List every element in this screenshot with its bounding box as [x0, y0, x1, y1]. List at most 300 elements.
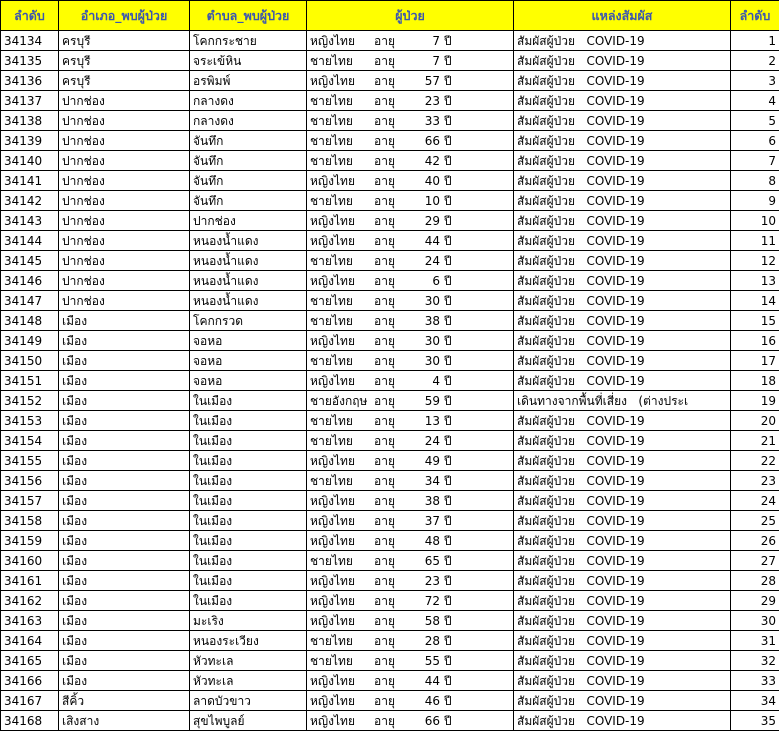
patient-sex-nationality: หญิงไทย: [310, 612, 374, 630]
sequence-cell: 33: [731, 671, 779, 691]
header-district: อำเภอ_พบผู้ป่วย: [59, 1, 190, 31]
patient-age-value: 30: [404, 332, 440, 350]
sequence-cell: 30: [731, 611, 779, 631]
patient-cell: [307, 331, 514, 351]
patient-age-unit: ปี: [444, 452, 452, 470]
subdistrict-cell: หนองน้ำแดง: [190, 291, 307, 311]
patient-cell: [307, 211, 514, 231]
district-cell: ปากช่อง: [59, 251, 190, 271]
case-number-cell: 34160: [1, 551, 59, 571]
patient-cell: [307, 71, 514, 91]
contact-source-cell: สัมผัสผู้ป่วย COVID-19: [514, 231, 731, 251]
patient-cell: [307, 411, 514, 431]
contact-source-cell: สัมผัสผู้ป่วย COVID-19: [514, 531, 731, 551]
case-number-cell: 34159: [1, 531, 59, 551]
sequence-cell: 4: [731, 91, 779, 111]
district-cell: เสิงสาง: [59, 711, 190, 731]
sequence-cell: 31: [731, 631, 779, 651]
patient-age-value: 30: [404, 292, 440, 310]
table-row: [1, 131, 779, 151]
patient-age-label: อายุ: [374, 452, 404, 470]
patient-age-label: อายุ: [374, 552, 404, 570]
sequence-cell: 25: [731, 511, 779, 531]
contact-source-cell: สัมผัสผู้ป่วย COVID-19: [514, 71, 731, 91]
table-row: [1, 271, 779, 291]
district-cell: เมือง: [59, 531, 190, 551]
contact-source-cell: สัมผัสผู้ป่วย COVID-19: [514, 591, 731, 611]
case-number-cell: 34155: [1, 451, 59, 471]
case-number-cell: 34152: [1, 391, 59, 411]
patient-sex-nationality: ชายไทย: [310, 352, 374, 370]
table-row: [1, 511, 779, 531]
patient-age-unit: ปี: [444, 392, 452, 410]
patient-age-unit: ปี: [444, 172, 452, 190]
district-cell: ปากช่อง: [59, 211, 190, 231]
patient-age-value: 66: [404, 712, 440, 730]
case-number-cell: 34150: [1, 351, 59, 371]
patient-cell: [307, 171, 514, 191]
patient-age-label: อายุ: [374, 372, 404, 390]
patient-age-label: อายุ: [374, 632, 404, 650]
patient-sex-nationality: หญิงไทย: [310, 512, 374, 530]
patient-age-unit: ปี: [444, 572, 452, 590]
patient-cell: [307, 351, 514, 371]
table-row: [1, 411, 779, 431]
patient-age-unit: ปี: [444, 592, 452, 610]
table-row: [1, 251, 779, 271]
district-cell: ปากช่อง: [59, 111, 190, 131]
district-cell: เมือง: [59, 471, 190, 491]
table-row: [1, 631, 779, 651]
patient-age-unit: ปี: [444, 132, 452, 150]
district-cell: ปากช่อง: [59, 131, 190, 151]
district-cell: เมือง: [59, 671, 190, 691]
table-row: [1, 671, 779, 691]
district-cell: เมือง: [59, 351, 190, 371]
sequence-cell: 3: [731, 71, 779, 91]
contact-source-cell: สัมผัสผู้ป่วย COVID-19: [514, 291, 731, 311]
patient-age-unit: ปี: [444, 492, 452, 510]
case-number-cell: 34168: [1, 711, 59, 731]
patient-age-value: 23: [404, 92, 440, 110]
case-number-cell: 34158: [1, 511, 59, 531]
case-number-cell: 34136: [1, 71, 59, 91]
contact-source-cell: สัมผัสผู้ป่วย COVID-19: [514, 91, 731, 111]
case-number-cell: 34162: [1, 591, 59, 611]
district-cell: ปากช่อง: [59, 291, 190, 311]
subdistrict-cell: ในเมือง: [190, 451, 307, 471]
patient-age-unit: ปี: [444, 512, 452, 530]
patient-age-unit: ปี: [444, 272, 452, 290]
sequence-cell: 22: [731, 451, 779, 471]
subdistrict-cell: โคกกรวด: [190, 311, 307, 331]
patient-cell: [307, 631, 514, 651]
sequence-cell: 6: [731, 131, 779, 151]
contact-source-cell: สัมผัสผู้ป่วย COVID-19: [514, 571, 731, 591]
sequence-cell: 11: [731, 231, 779, 251]
district-cell: ครบุรี: [59, 51, 190, 71]
patient-sex-nationality: ชายไทย: [310, 132, 374, 150]
patient-age-unit: ปี: [444, 32, 452, 50]
header-subdistrict: ตำบล_พบผู้ป่วย: [190, 1, 307, 31]
patient-age-value: 49: [404, 452, 440, 470]
patient-age-value: 58: [404, 612, 440, 630]
patient-age-label: อายุ: [374, 592, 404, 610]
contact-source-cell: สัมผัสผู้ป่วย COVID-19: [514, 331, 731, 351]
subdistrict-cell: หัวทะเล: [190, 671, 307, 691]
sequence-cell: 28: [731, 571, 779, 591]
header-patient: ผู้ป่วย: [307, 1, 514, 31]
patient-age-unit: ปี: [444, 652, 452, 670]
patient-sex-nationality: ชายไทย: [310, 292, 374, 310]
patient-sex-nationality: ชายไทย: [310, 412, 374, 430]
contact-source-cell: สัมผัสผู้ป่วย COVID-19: [514, 671, 731, 691]
sequence-cell: 10: [731, 211, 779, 231]
patient-age-unit: ปี: [444, 372, 452, 390]
district-cell: ครบุรี: [59, 71, 190, 91]
patient-age-label: อายุ: [374, 612, 404, 630]
patient-sex-nationality: หญิงไทย: [310, 272, 374, 290]
subdistrict-cell: หนองน้ำแดง: [190, 231, 307, 251]
subdistrict-cell: หัวทะเล: [190, 651, 307, 671]
district-cell: เมือง: [59, 511, 190, 531]
case-number-cell: 34139: [1, 131, 59, 151]
table-row: [1, 571, 779, 591]
patient-age-label: อายุ: [374, 532, 404, 550]
sequence-cell: 29: [731, 591, 779, 611]
patient-age-unit: ปี: [444, 292, 452, 310]
case-number-cell: 34141: [1, 171, 59, 191]
patient-age-unit: ปี: [444, 692, 452, 710]
patient-cell: [307, 671, 514, 691]
sequence-cell: 15: [731, 311, 779, 331]
patient-age-label: อายุ: [374, 72, 404, 90]
patient-age-unit: ปี: [444, 672, 452, 690]
patient-age-label: อายุ: [374, 172, 404, 190]
patient-cell: [307, 311, 514, 331]
patient-cell: [307, 231, 514, 251]
patient-age-unit: ปี: [444, 352, 452, 370]
table-row: [1, 91, 779, 111]
patient-sex-nationality: ชายไทย: [310, 312, 374, 330]
table-body: [1, 31, 779, 731]
patient-age-label: อายุ: [374, 572, 404, 590]
patient-age-unit: ปี: [444, 472, 452, 490]
subdistrict-cell: ในเมือง: [190, 431, 307, 451]
patient-age-label: อายุ: [374, 672, 404, 690]
patient-age-value: 33: [404, 112, 440, 130]
subdistrict-cell: ในเมือง: [190, 411, 307, 431]
patient-sex-nationality: หญิงไทย: [310, 32, 374, 50]
patient-age-label: อายุ: [374, 272, 404, 290]
district-cell: เมือง: [59, 391, 190, 411]
case-number-cell: 34153: [1, 411, 59, 431]
contact-source-cell: สัมผัสผู้ป่วย COVID-19: [514, 191, 731, 211]
patient-age-unit: ปี: [444, 152, 452, 170]
patient-cell: [307, 291, 514, 311]
sequence-cell: 16: [731, 331, 779, 351]
subdistrict-cell: ในเมือง: [190, 491, 307, 511]
case-number-cell: 34164: [1, 631, 59, 651]
district-cell: เมือง: [59, 551, 190, 571]
patient-age-value: 28: [404, 632, 440, 650]
patient-cell: [307, 471, 514, 491]
contact-source-cell: สัมผัสผู้ป่วย COVID-19: [514, 411, 731, 431]
patient-age-value: 38: [404, 492, 440, 510]
patient-cell: [307, 531, 514, 551]
patient-age-unit: ปี: [444, 232, 452, 250]
patient-age-value: 72: [404, 592, 440, 610]
case-number-cell: 34154: [1, 431, 59, 451]
patient-age-label: อายุ: [374, 92, 404, 110]
patient-age-label: อายุ: [374, 332, 404, 350]
patient-sex-nationality: หญิงไทย: [310, 532, 374, 550]
patient-sex-nationality: ชายไทย: [310, 632, 374, 650]
subdistrict-cell: จันทึก: [190, 171, 307, 191]
district-cell: เมือง: [59, 631, 190, 651]
patient-sex-nationality: ชายไทย: [310, 552, 374, 570]
patient-sex-nationality: ชายไทย: [310, 652, 374, 670]
patient-age-label: อายุ: [374, 252, 404, 270]
table-row: [1, 471, 779, 491]
case-number-cell: 34142: [1, 191, 59, 211]
subdistrict-cell: ในเมือง: [190, 511, 307, 531]
patient-age-unit: ปี: [444, 212, 452, 230]
contact-source-cell: สัมผัสผู้ป่วย COVID-19: [514, 431, 731, 451]
patient-age-value: 40: [404, 172, 440, 190]
patient-age-unit: ปี: [444, 192, 452, 210]
contact-source-cell: สัมผัสผู้ป่วย COVID-19: [514, 371, 731, 391]
patient-age-unit: ปี: [444, 252, 452, 270]
contact-source-cell: สัมผัสผู้ป่วย COVID-19: [514, 451, 731, 471]
table-row: [1, 451, 779, 471]
patient-age-unit: ปี: [444, 92, 452, 110]
contact-source-cell: สัมผัสผู้ป่วย COVID-19: [514, 631, 731, 651]
patient-cell: [307, 91, 514, 111]
patient-age-unit: ปี: [444, 312, 452, 330]
patient-age-value: 48: [404, 532, 440, 550]
patient-sex-nationality: หญิงไทย: [310, 72, 374, 90]
subdistrict-cell: จอหอ: [190, 331, 307, 351]
sequence-cell: 20: [731, 411, 779, 431]
contact-source-cell: สัมผัสผู้ป่วย COVID-19: [514, 51, 731, 71]
patient-sex-nationality: หญิงไทย: [310, 172, 374, 190]
district-cell: ปากช่อง: [59, 191, 190, 211]
subdistrict-cell: หนองน้ำแดง: [190, 271, 307, 291]
patient-age-label: อายุ: [374, 52, 404, 70]
patient-age-unit: ปี: [444, 332, 452, 350]
case-number-cell: 34145: [1, 251, 59, 271]
patient-sex-nationality: หญิงไทย: [310, 672, 374, 690]
patient-cell: [307, 111, 514, 131]
patient-cell: [307, 611, 514, 631]
contact-source-cell: สัมผัสผู้ป่วย COVID-19: [514, 691, 731, 711]
patient-age-label: อายุ: [374, 512, 404, 530]
patient-cell: [307, 551, 514, 571]
patient-cell: [307, 651, 514, 671]
subdistrict-cell: ในเมือง: [190, 471, 307, 491]
case-number-cell: 34148: [1, 311, 59, 331]
contact-source-cell: เดินทางจากพื้นที่เสี่ยง (ต่างประเ: [514, 391, 731, 411]
district-cell: เมือง: [59, 571, 190, 591]
district-cell: เมือง: [59, 411, 190, 431]
sequence-cell: 1: [731, 31, 779, 51]
table-row: [1, 191, 779, 211]
patient-sex-nationality: หญิงไทย: [310, 332, 374, 350]
contact-source-cell: สัมผัสผู้ป่วย COVID-19: [514, 151, 731, 171]
district-cell: ปากช่อง: [59, 231, 190, 251]
contact-source-cell: สัมผัสผู้ป่วย COVID-19: [514, 491, 731, 511]
patient-age-label: อายุ: [374, 472, 404, 490]
case-number-cell: 34138: [1, 111, 59, 131]
subdistrict-cell: สุขไพบูลย์: [190, 711, 307, 731]
contact-source-cell: สัมผัสผู้ป่วย COVID-19: [514, 471, 731, 491]
patient-age-value: 6: [404, 272, 440, 290]
contact-source-cell: สัมผัสผู้ป่วย COVID-19: [514, 611, 731, 631]
subdistrict-cell: ในเมือง: [190, 391, 307, 411]
subdistrict-cell: ปากช่อง: [190, 211, 307, 231]
table-row: [1, 711, 779, 731]
patient-age-label: อายุ: [374, 292, 404, 310]
patient-age-label: อายุ: [374, 412, 404, 430]
contact-source-cell: สัมผัสผู้ป่วย COVID-19: [514, 211, 731, 231]
district-cell: ปากช่อง: [59, 151, 190, 171]
patient-age-label: อายุ: [374, 692, 404, 710]
case-number-cell: 34157: [1, 491, 59, 511]
patient-age-label: อายุ: [374, 152, 404, 170]
table-row: [1, 531, 779, 551]
patient-cell: [307, 271, 514, 291]
patient-age-value: 46: [404, 692, 440, 710]
table-row: [1, 431, 779, 451]
table-row: [1, 351, 779, 371]
patient-age-value: 23: [404, 572, 440, 590]
patient-age-value: 4: [404, 372, 440, 390]
case-number-cell: 34156: [1, 471, 59, 491]
patient-age-label: อายุ: [374, 192, 404, 210]
sequence-cell: 8: [731, 171, 779, 191]
district-cell: ปากช่อง: [59, 91, 190, 111]
contact-source-cell: สัมผัสผู้ป่วย COVID-19: [514, 651, 731, 671]
subdistrict-cell: ลาดบัวขาว: [190, 691, 307, 711]
table-row: [1, 151, 779, 171]
table-row: [1, 171, 779, 191]
sequence-cell: 2: [731, 51, 779, 71]
table-row: [1, 691, 779, 711]
patient-age-value: 37: [404, 512, 440, 530]
sequence-cell: 35: [731, 711, 779, 731]
sequence-cell: 18: [731, 371, 779, 391]
patient-sex-nationality: ชายอังกฤษ: [310, 392, 374, 410]
patient-sex-nationality: ชายไทย: [310, 112, 374, 130]
patient-sex-nationality: ชายไทย: [310, 152, 374, 170]
patient-age-value: 42: [404, 152, 440, 170]
patient-cell: [307, 431, 514, 451]
patient-age-label: อายุ: [374, 212, 404, 230]
subdistrict-cell: จันทึก: [190, 151, 307, 171]
patient-cell: [307, 571, 514, 591]
case-number-cell: 34163: [1, 611, 59, 631]
case-number-cell: 34140: [1, 151, 59, 171]
table-row: [1, 371, 779, 391]
table-row: [1, 611, 779, 631]
table-row: [1, 231, 779, 251]
contact-source-cell: สัมผัสผู้ป่วย COVID-19: [514, 131, 731, 151]
patient-age-value: 65: [404, 552, 440, 570]
patient-cell: [307, 191, 514, 211]
subdistrict-cell: จอหอ: [190, 371, 307, 391]
table-header-row: [1, 1, 779, 31]
patient-age-label: อายุ: [374, 392, 404, 410]
subdistrict-cell: ในเมือง: [190, 591, 307, 611]
sequence-cell: 21: [731, 431, 779, 451]
patient-age-value: 57: [404, 72, 440, 90]
sequence-cell: 19: [731, 391, 779, 411]
case-number-cell: 34134: [1, 31, 59, 51]
subdistrict-cell: อรพิมพ์: [190, 71, 307, 91]
patient-age-label: อายุ: [374, 432, 404, 450]
district-cell: เมือง: [59, 591, 190, 611]
patient-sex-nationality: หญิงไทย: [310, 372, 374, 390]
case-number-cell: 34161: [1, 571, 59, 591]
case-number-cell: 34135: [1, 51, 59, 71]
contact-source-cell: สัมผัสผู้ป่วย COVID-19: [514, 551, 731, 571]
patient-cell: [307, 491, 514, 511]
patient-age-unit: ปี: [444, 632, 452, 650]
patient-sex-nationality: หญิงไทย: [310, 232, 374, 250]
contact-source-cell: สัมผัสผู้ป่วย COVID-19: [514, 711, 731, 731]
patient-sex-nationality: หญิงไทย: [310, 452, 374, 470]
case-number-cell: 34167: [1, 691, 59, 711]
contact-source-cell: สัมผัสผู้ป่วย COVID-19: [514, 311, 731, 331]
sequence-cell: 32: [731, 651, 779, 671]
subdistrict-cell: จันทึก: [190, 191, 307, 211]
patient-age-label: อายุ: [374, 232, 404, 250]
table-row: [1, 311, 779, 331]
case-number-cell: 34144: [1, 231, 59, 251]
patient-age-unit: ปี: [444, 712, 452, 730]
district-cell: ปากช่อง: [59, 171, 190, 191]
district-cell: เมือง: [59, 431, 190, 451]
table-row: [1, 591, 779, 611]
patient-sex-nationality: ชายไทย: [310, 92, 374, 110]
patient-age-label: อายุ: [374, 352, 404, 370]
district-cell: เมือง: [59, 611, 190, 631]
patient-age-unit: ปี: [444, 112, 452, 130]
table-row: [1, 651, 779, 671]
table-row: [1, 391, 779, 411]
subdistrict-cell: จระเข้หิน: [190, 51, 307, 71]
patient-sex-nationality: หญิงไทย: [310, 592, 374, 610]
sequence-cell: 34: [731, 691, 779, 711]
patient-sex-nationality: หญิงไทย: [310, 212, 374, 230]
patient-age-value: 30: [404, 352, 440, 370]
district-cell: สีคิ้ว: [59, 691, 190, 711]
patient-age-value: 66: [404, 132, 440, 150]
patient-age-value: 7: [404, 52, 440, 70]
patient-age-value: 24: [404, 432, 440, 450]
patient-cell: [307, 511, 514, 531]
patient-cell: [307, 31, 514, 51]
table-row: [1, 331, 779, 351]
patient-sex-nationality: ชายไทย: [310, 432, 374, 450]
patient-cell: [307, 691, 514, 711]
patient-cell: [307, 391, 514, 411]
patient-age-unit: ปี: [444, 532, 452, 550]
case-number-cell: 34146: [1, 271, 59, 291]
patient-age-value: 24: [404, 252, 440, 270]
contact-source-cell: สัมผัสผู้ป่วย COVID-19: [514, 171, 731, 191]
